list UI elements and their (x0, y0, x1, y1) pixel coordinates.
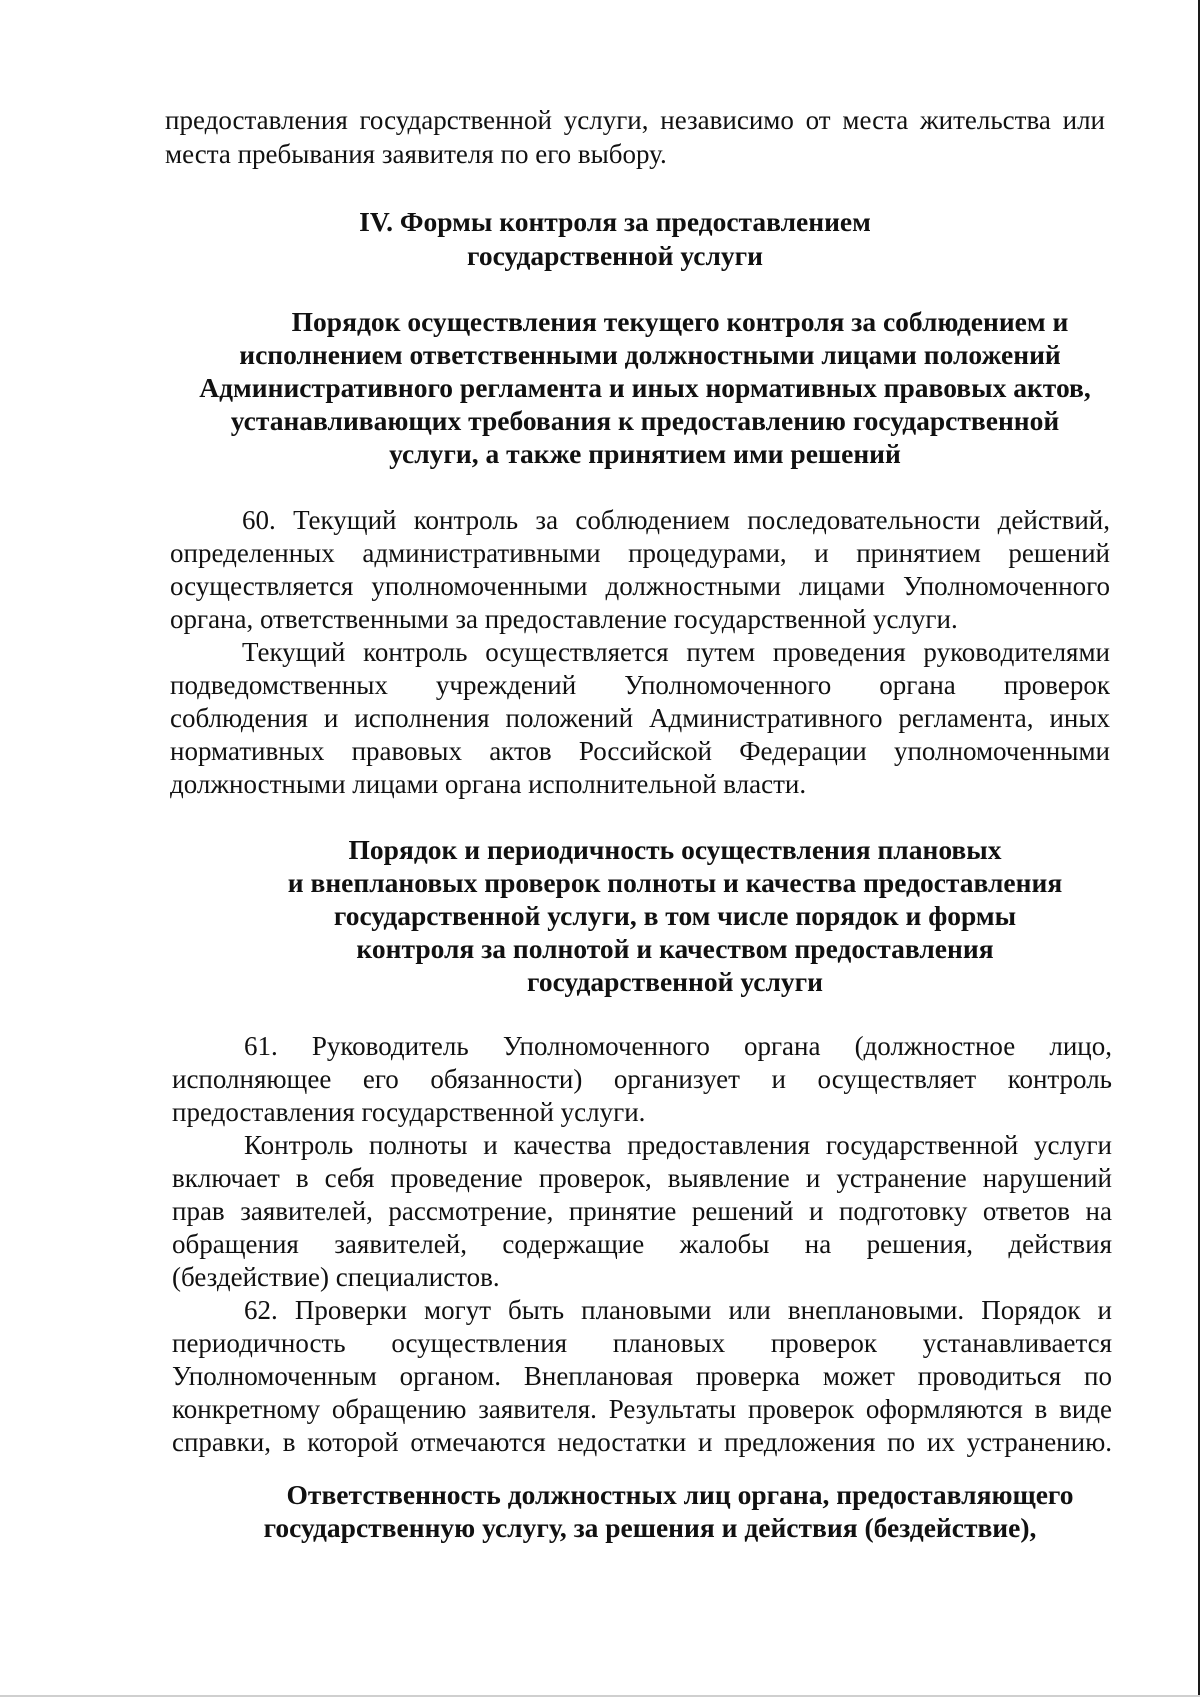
paragraph-line: включает в себя проведение проверок, выявление и устранение нарушений (172, 1163, 1112, 1193)
subsection-heading: контроля за полнотой и качеством предоставления (356, 933, 994, 964)
paragraph-line: соблюдения и исполнения положений Административного регламента, иных (170, 703, 1110, 733)
section-heading: IV. Формы контроля за предоставлением (359, 206, 871, 237)
paragraph-line: предоставления государственной услуги, независимо от места жительства или (165, 105, 1105, 135)
paragraph-line: 61. Руководитель Уполномоченного органа (должностное лицо, (244, 1031, 1112, 1061)
subsection-heading: государственной услуги, в том числе порядок и формы (333, 900, 1017, 931)
subsection-heading: услуги, а также принятием ими решений (389, 438, 901, 469)
subsection-heading: устанавливающих требования к предоставлению государственной (230, 405, 1060, 436)
paragraph-line: должностными лицами органа исполнительной власти. (170, 769, 807, 799)
paragraph-line: конкретному обращению заявителя. Результаты проверок оформляются в виде (172, 1394, 1112, 1424)
subsection-heading: Порядок осуществления текущего контроля за соблюдением и (291, 306, 1069, 337)
paragraph-line: органа, ответственными за предоставление государственной услуги. (170, 604, 958, 634)
subsection-heading: государственной услуги (527, 966, 823, 997)
paragraph-line: исполняющее его обязанности) организует и осуществляет контроль (172, 1064, 1112, 1094)
paragraph-line: (бездействие) специалистов. (172, 1262, 500, 1292)
paragraph-line: нормативных правовых актов Российской Федерации уполномоченными (170, 736, 1110, 766)
subsection-heading: государственную услугу, за решения и действия (бездействие), (263, 1512, 1037, 1543)
subsection-heading: Административного регламента и иных нормативных правовых актов, (199, 372, 1091, 403)
paragraph-line: периодичность осуществления плановых проверок устанавливается (172, 1328, 1112, 1358)
paragraph-line: подведомственных учреждений Уполномоченного органа проверок (170, 670, 1110, 700)
subsection-heading: Порядок и периодичность осуществления плановых (348, 834, 1002, 865)
subsection-heading: Ответственность должностных лиц органа, предоставляющего (286, 1479, 1074, 1510)
paragraph-line: предоставления государственной услуги. (172, 1097, 646, 1127)
paragraph-line: прав заявителей, рассмотрение, принятие решений и подготовку ответов на (172, 1196, 1112, 1226)
paragraph-line: 60. Текущий контроль за соблюдением последовательности действий, (242, 505, 1110, 535)
subsection-heading: и внеплановых проверок полноты и качества предоставления (287, 867, 1063, 898)
paragraph-line: Текущий контроль осуществляется путем проведения руководителями (242, 637, 1110, 667)
section-heading: государственной услуги (467, 240, 763, 271)
paragraph-line: определенных административными процедурами, и принятием решений (170, 538, 1110, 568)
subsection-heading: исполнением ответственными должностными лицами положений (239, 339, 1061, 370)
paragraph-line: обращения заявителей, содержащие жалобы на решения, действия (172, 1229, 1112, 1259)
paragraph-line: Уполномоченным органом. Внеплановая проверка может проводиться по (172, 1361, 1112, 1391)
paragraph-line: 62. Проверки могут быть плановыми или внеплановыми. Порядок и (244, 1295, 1112, 1325)
paragraph-line: справки, в которой отмечаются недостатки и предложения по их устранению. (172, 1427, 1112, 1457)
paragraph-line: Контроль полноты и качества предоставления государственной услуги (244, 1130, 1112, 1160)
paragraph-line: осуществляется уполномоченными должностными лицами Уполномоченного (170, 571, 1110, 601)
paragraph-line: места пребывания заявителя по его выбору. (165, 139, 667, 169)
